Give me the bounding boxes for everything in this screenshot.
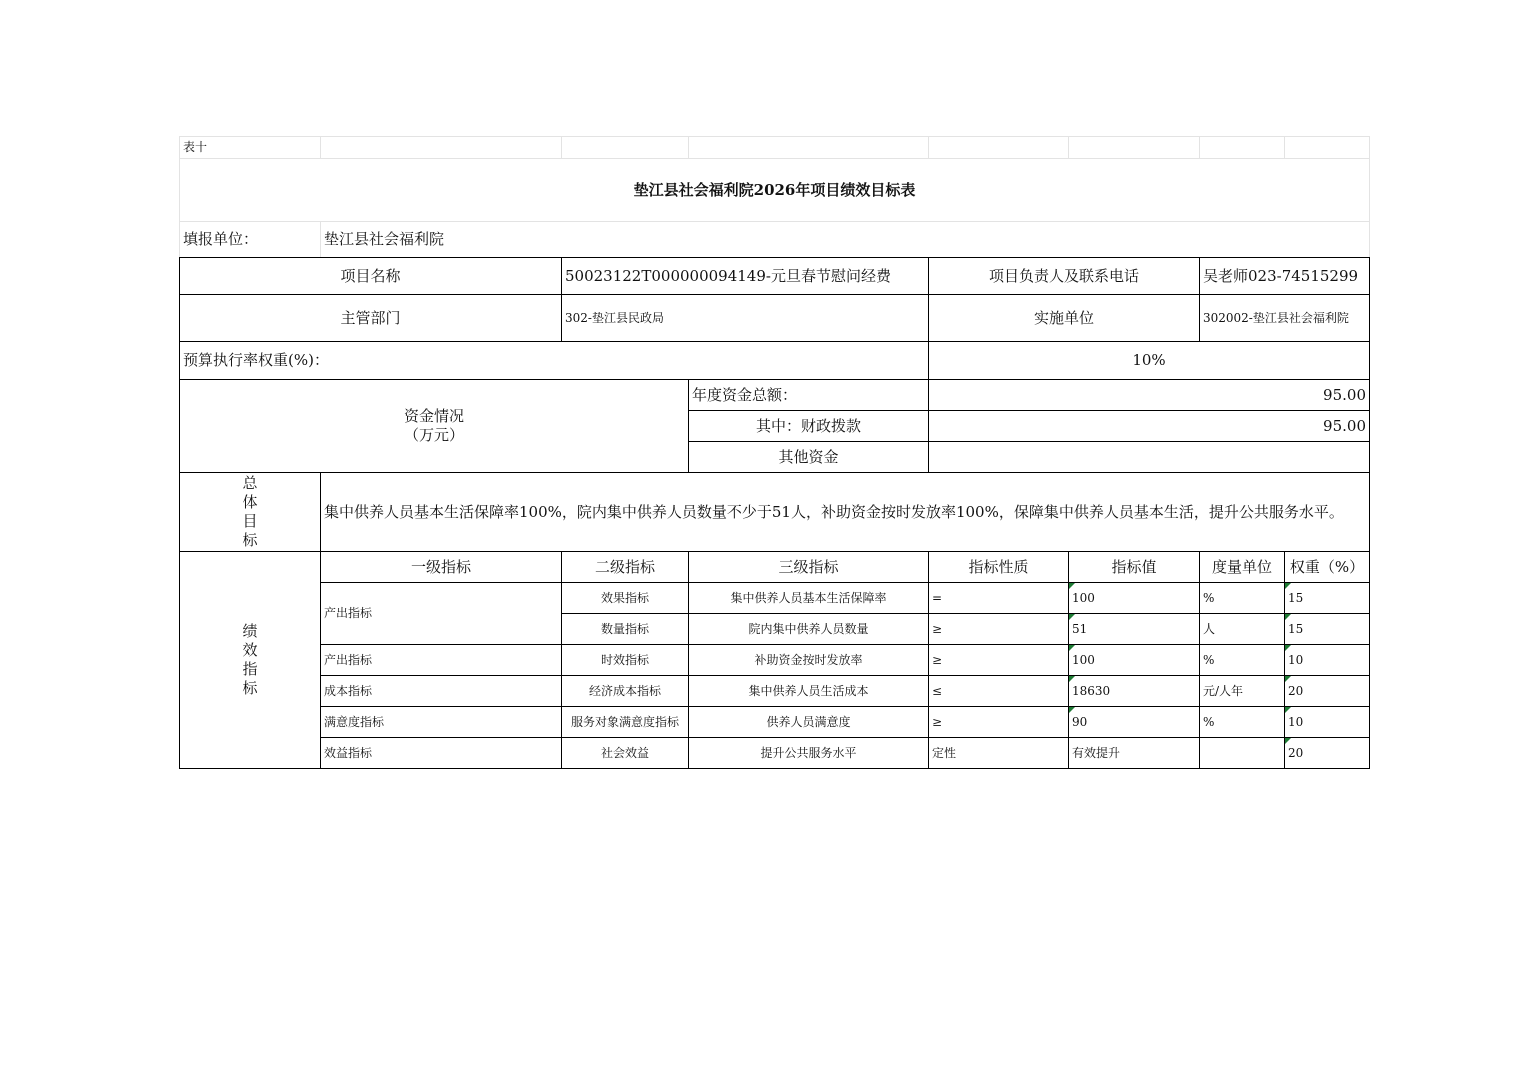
funds-other-value [929,442,1370,473]
funds-label-line2: （万元） [403,426,464,444]
dept-value: 302-垫江县民政局 [562,295,929,342]
funds-label [180,380,689,473]
perf-value: 18630 [1069,676,1200,707]
funds-fiscal-label: 其中：财政拨款 [689,411,929,442]
perf-header-l1: 一级指标 [321,552,562,583]
perf-weight: 20 [1285,738,1370,769]
dept-label: 主管部门 [180,295,562,342]
reporting-unit-label: 填报单位： [180,222,321,258]
perf-unit: % [1200,707,1285,738]
perf-weight: 10 [1285,707,1370,738]
perf-unit: % [1200,645,1285,676]
table-row [180,645,1370,676]
perf-weight: 10 [1285,645,1370,676]
perf-l1: 满意度指标 [321,707,562,738]
perf-nature: ≤ [929,676,1069,707]
perf-value: 100 [1069,583,1200,614]
perf-l2: 经济成本指标 [562,676,689,707]
perf-nature: 定性 [929,738,1069,769]
owner-label: 项目负责人及联系电话 [929,258,1200,295]
perf-header-value: 指标值 [1069,552,1200,583]
budget-rate-value: 10% [929,342,1370,380]
perf-nature: ≥ [929,707,1069,738]
perf-unit: % [1200,583,1285,614]
perf-nature: ≥ [929,614,1069,645]
perf-l2: 社会效益 [562,738,689,769]
table-row [180,738,1370,769]
perf-unit: 人 [1200,614,1285,645]
perf-indicator-label: 绩效指标 [180,552,321,769]
project-name-value: 50023122T000000094149-元旦春节慰问经费 [562,258,929,295]
overall-goal-label: 总体目标 [180,473,321,552]
funds-fiscal-value: 95.00 [929,411,1370,442]
perf-header-unit: 度量单位 [1200,552,1285,583]
perf-l2: 效果指标 [562,583,689,614]
budget-rate-label: 预算执行率权重(%)： [180,342,929,380]
table-row [180,583,1370,614]
overall-goal-text: 集中供养人员基本生活保障率100%，院内集中供养人员数量不少于51人，补助资金按时发放率100%，保障集中供养人员基本生活，提升公共服务水平。 [321,473,1370,552]
perf-l1: 效益指标 [321,738,562,769]
perf-l2: 服务对象满意度指标 [562,707,689,738]
perf-l3: 补助资金按时发放率 [689,645,929,676]
perf-l1: 成本指标 [321,676,562,707]
perf-weight: 20 [1285,676,1370,707]
reporting-unit-value: 垫江县社会福利院 [321,222,1370,258]
performance-target-table [179,136,1370,769]
perf-unit [1200,738,1285,769]
perf-weight: 15 [1285,583,1370,614]
perf-l3: 提升公共服务水平 [689,738,929,769]
perf-value: 51 [1069,614,1200,645]
project-name-label: 项目名称 [180,258,562,295]
perf-value: 有效提升 [1069,738,1200,769]
table-number: 表十 [180,137,321,159]
perf-l3: 集中供养人员基本生活保障率 [689,583,929,614]
perf-nature: = [929,583,1069,614]
perf-l1: 产出指标 [321,645,562,676]
perf-l2: 时效指标 [562,645,689,676]
perf-l2: 数量指标 [562,614,689,645]
funds-total-value: 95.00 [929,380,1370,411]
impl-label: 实施单位 [929,295,1200,342]
perf-unit: 元/人年 [1200,676,1285,707]
perf-l1: 产出指标 [321,583,562,645]
perf-nature: ≥ [929,645,1069,676]
perf-weight: 15 [1285,614,1370,645]
perf-l3: 院内集中供养人员数量 [689,614,929,645]
table-row [180,707,1370,738]
perf-header-l3: 三级指标 [689,552,929,583]
table-row [180,676,1370,707]
perf-value: 90 [1069,707,1200,738]
perf-header-weight: 权重（%） [1285,552,1370,583]
perf-l3: 集中供养人员生活成本 [689,676,929,707]
funds-other-label: 其他资金 [689,442,929,473]
perf-header-l2: 二级指标 [562,552,689,583]
owner-value: 吴老师023-74515299 [1200,258,1370,295]
perf-header-nature: 指标性质 [929,552,1069,583]
funds-label-line1: 资金情况 [403,407,464,425]
perf-l3: 供养人员满意度 [689,707,929,738]
perf-value: 100 [1069,645,1200,676]
funds-total-label: 年度资金总额： [689,380,929,411]
impl-value: 302002-垫江县社会福利院 [1200,295,1370,342]
page-title: 垫江县社会福利院2026年项目绩效目标表 [180,159,1370,222]
